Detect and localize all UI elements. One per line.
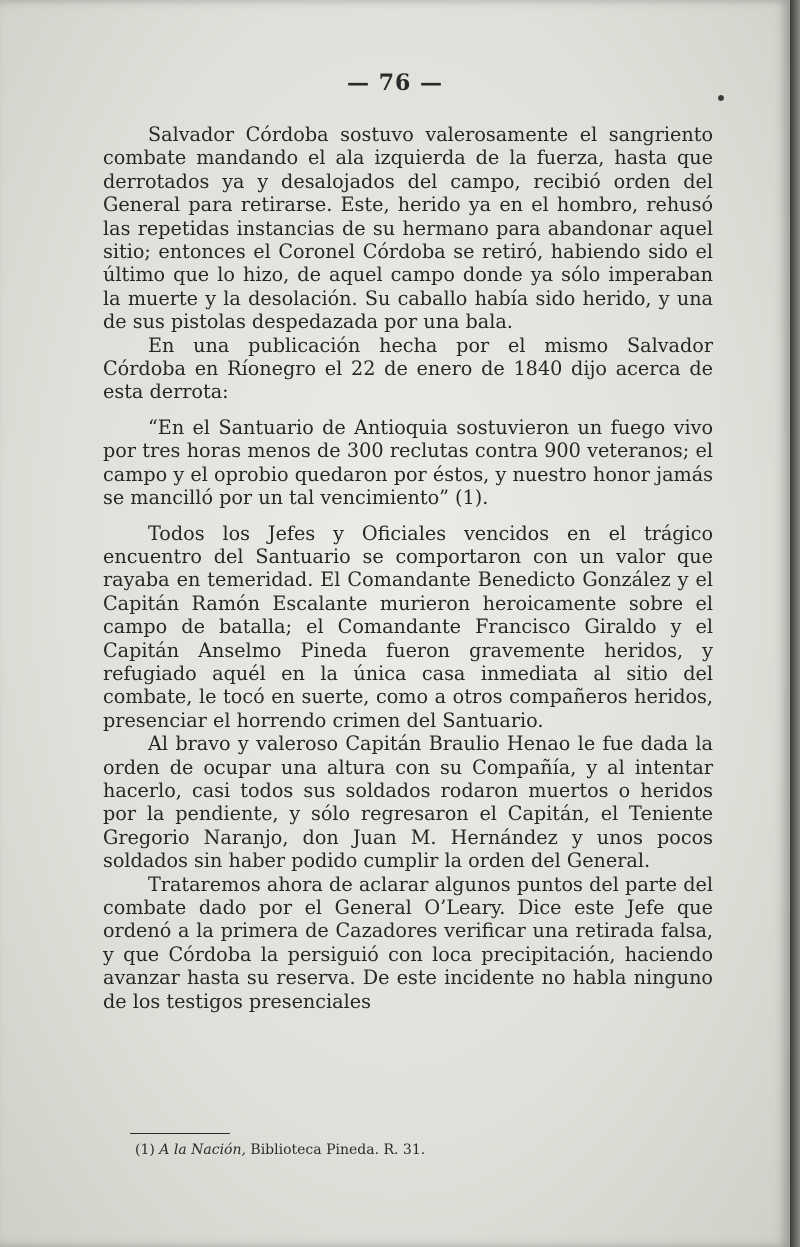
paragraph-4: Todos los Jefes y Oficiales vencidos en el trágico encuentro del Santuario se comportaron con un valor que rayaba en temeridad. El Comandante Benedicto González y el Capitán Ramón Escalante murieron heroicamente sobre el campo de batalla; el Comandante Francisco Giraldo y el Capitán Anselmo Pineda fueron gravemente heridos, y refugiado aquél en la única casa inmediata al sitio del combate, le tocó en suerte, como a otros compañeros heridos, presenciar el horrendo crimen del Santuario. xyxy=(103,521,713,732)
body-text xyxy=(103,123,713,1013)
footnote-divider xyxy=(130,1133,230,1134)
paragraph-1: Salvador Córdoba sostuvo valerosamente el sangriento combate mandando el ala izquierda de la fuerza, hasta que derrotados ya y desalojados del campo, recibió orden del General para retirarse. Este, herido ya en el hombro, rehusó las repetidas instancias de su hermano para abandonar aquel sitio; entonces el Coronel Córdoba se retiró, habiendo sido el último que lo hizo, de aquel campo donde ya sólo imperaban la muerte y la desolación. Su caballo había sido herido, y una de sus pistolas despedazada por una bala. xyxy=(103,123,713,334)
footnote xyxy=(135,1142,425,1158)
paragraph-5: Al bravo y valeroso Capitán Braulio Henao le fue dada la orden de ocupar una altura con su Compañía, y al intentar hacerlo, casi todos sus soldados rodaron muertos o heridos por la pendiente, y sólo regresaron el Capitán, el Teniente Gregorio Naranjo, don Juan M. Hernández y unos pocos soldados sin haber podido cumplir la orden del General. xyxy=(103,732,713,873)
paragraph-6: Trataremos ahora de aclarar algunos puntos del parte del combate dado por el General O’Leary. Dice este Jefe que ordenó a la primera de Cazadores verificar una retirada falsa, y que Córdoba la persiguió con loca precipitación, haciendo avanzar hasta su reserva. De este incidente no habla ninguno de los testigos presenciales xyxy=(103,872,713,1013)
paragraph-2: En una publicación hecha por el mismo Salvador Córdoba en Ríonegro el 22 de enero de 1840 dijo acerca de esta derrota: xyxy=(103,333,713,404)
page-number: — 76 — xyxy=(347,70,443,96)
footnote-marker: (1) xyxy=(135,1142,155,1158)
binding-edge xyxy=(790,0,800,1247)
quote-paragraph: “En el Santuario de Antioquia sostuvieron un fuego vivo por tres horas menos de 300 reclutas contra 900 veteranos; el campo y el oprobio quedaron por éstos, y nuestro honor jamás se mancilló por un tal vencimiento” (1). xyxy=(103,415,713,510)
footnote-source: Biblioteca Pineda. R. 31. xyxy=(250,1142,426,1158)
footnote-title: A la Nación, xyxy=(159,1142,246,1158)
